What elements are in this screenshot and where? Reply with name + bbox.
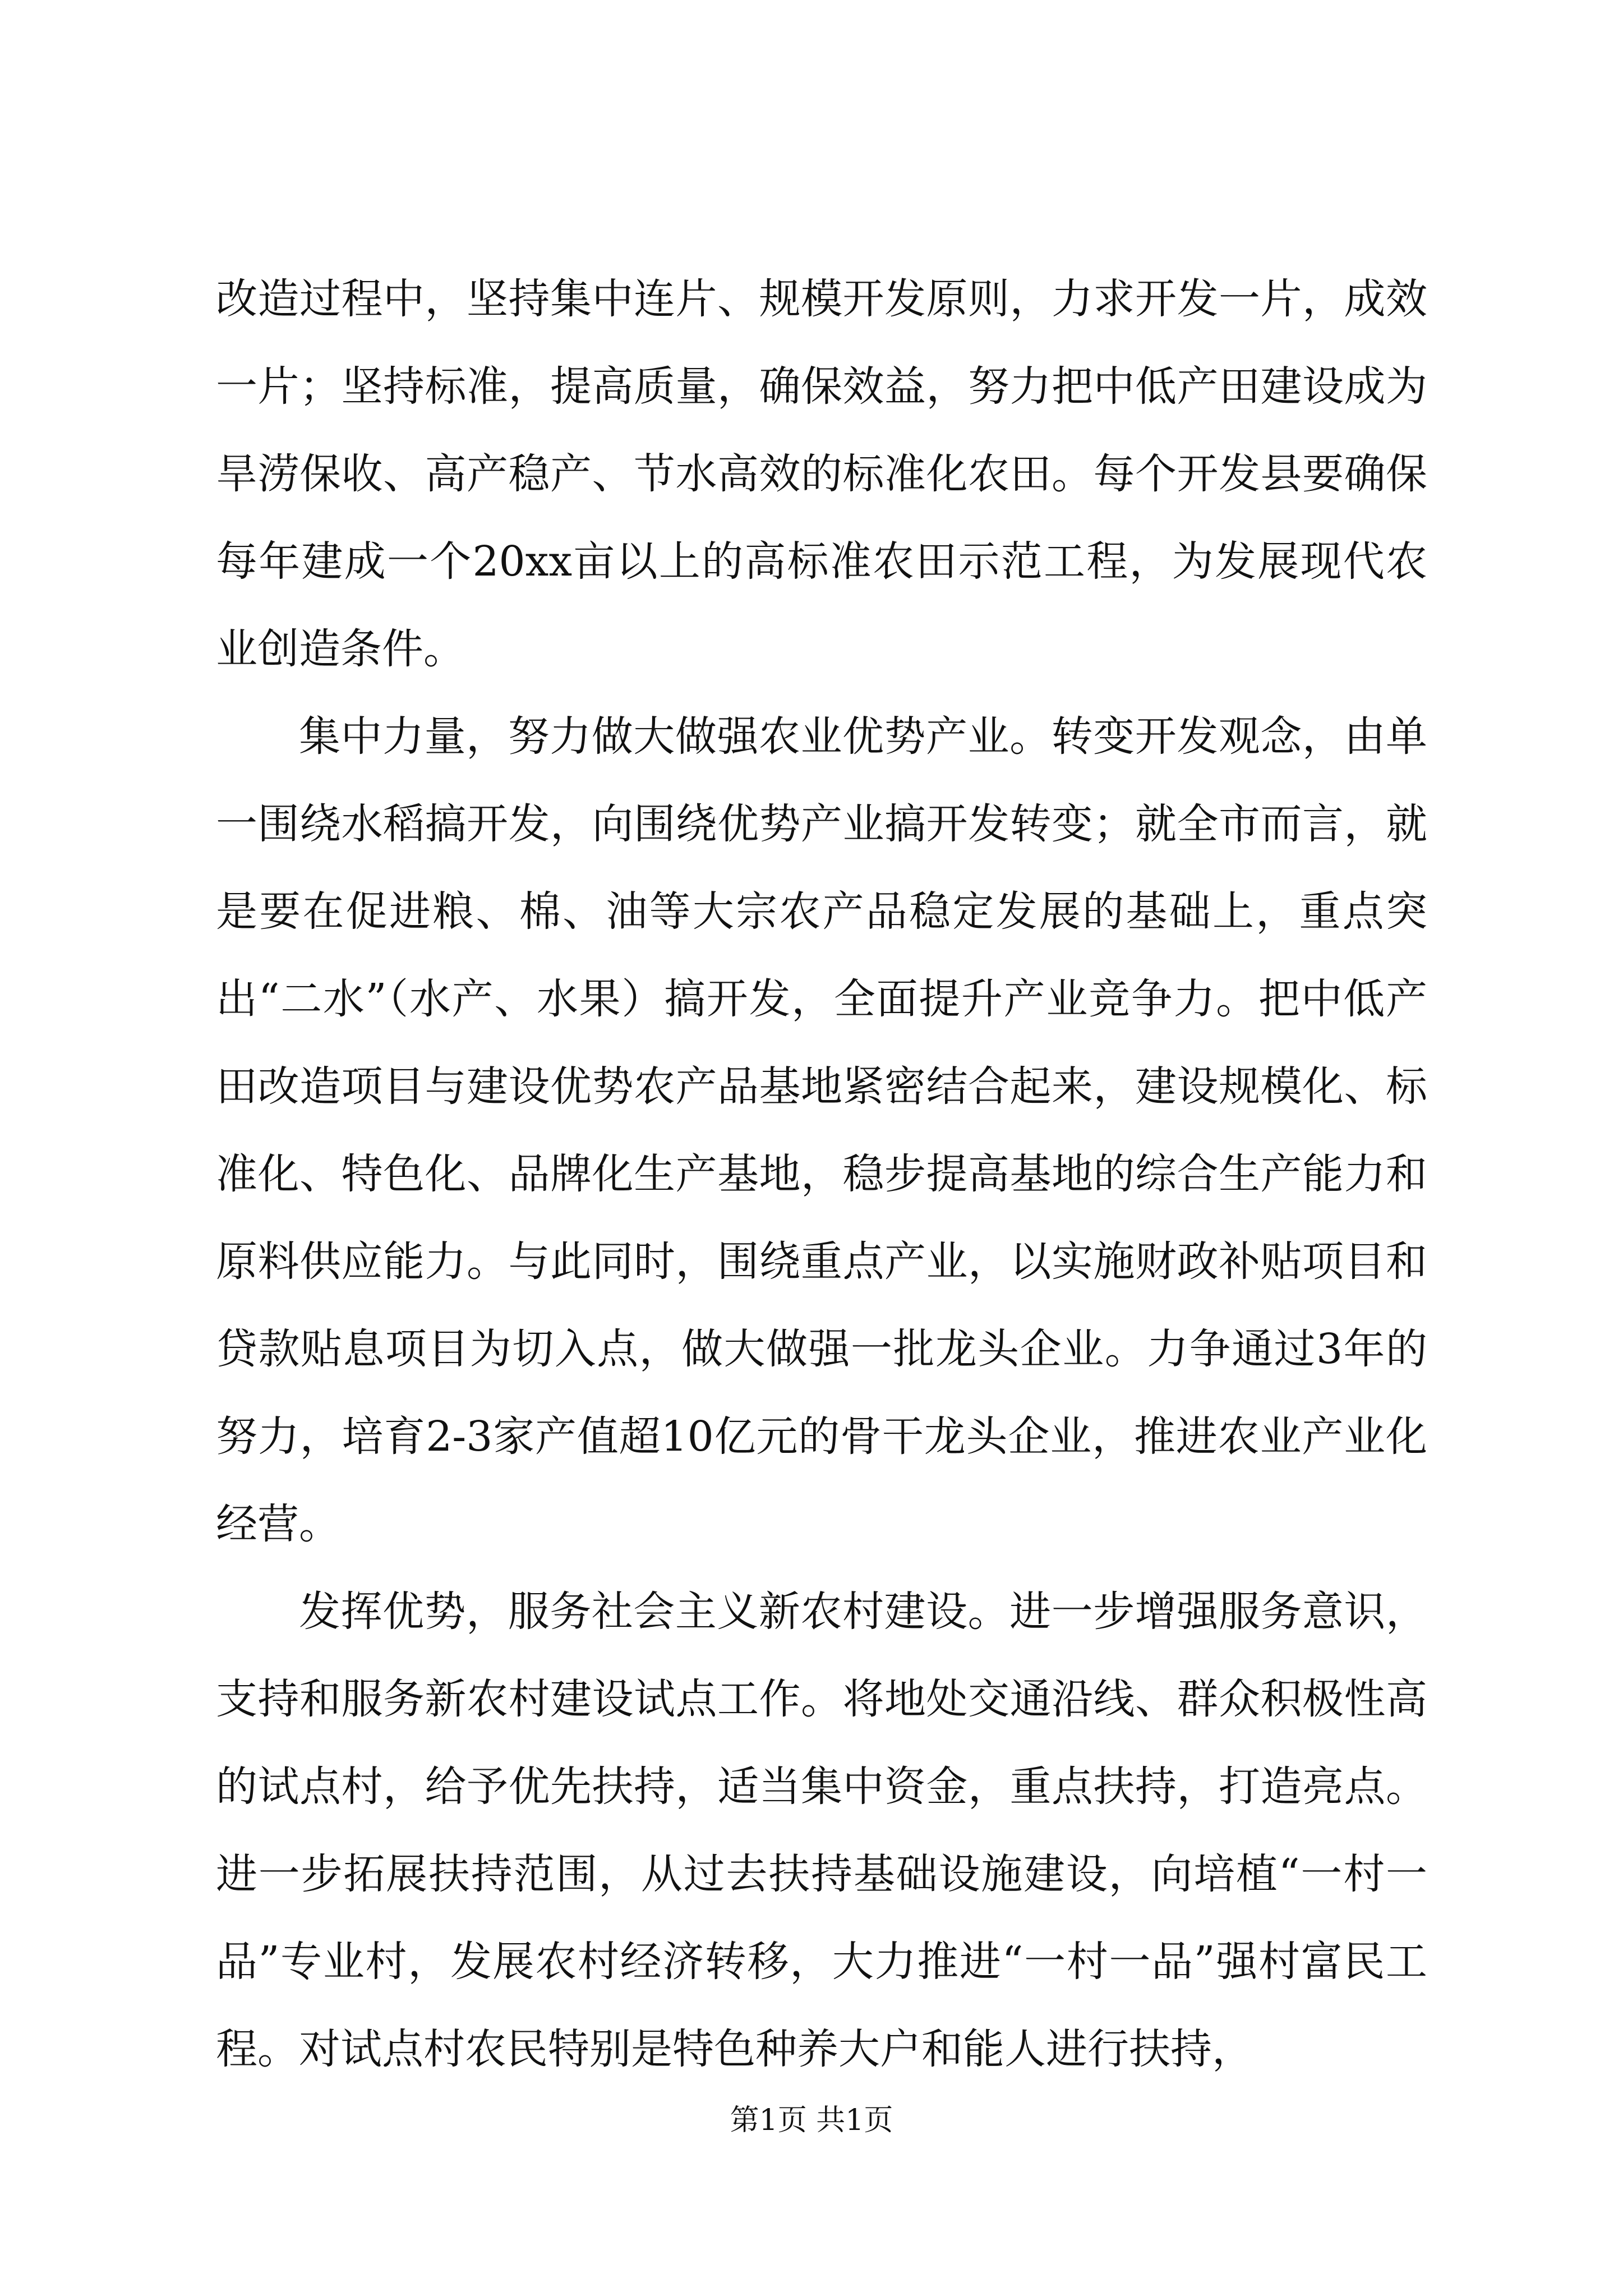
paragraph-new-countryside: 发挥优势，服务社会主义新农村建设。进一步增强服务意识，支持和服务新农村建设试点工作。将地处交通沿线、群众积极性高的试点村，给予优先扶持，适当集中资金，重点扶持，打造亮点。进一步拓展扶持范围，从过去扶持基础设施建设，向培植“一村一品”专业村，发展农村经济转移，大力推进“一村一品”强村富民工程。对试点村农民特别是特色种养大户和能人进行扶持， [216,1588,1427,2073]
document-body [216,255,1427,2093]
paragraph-continuation: 改造过程中，坚持集中连片、规模开发原则，力求开发一片，成效一片；坚持标准，提高质量，确保效益，努力把中低产田建设成为旱涝保收、高产稳产、节水高效的标准化农田。每个开发县要确保每年建成一个20xx亩以上的高标准农田示范工程，为发展现代农业创造条件。 [216,275,1427,673]
page-footer: 第1页 共1页 [730,2104,893,2137]
paragraph-agricultural-industry: 集中力量，努力做大做强农业优势产业。转变开发观念，由单一围绕水稻搞开发，向围绕优势产业搞开发转变；就全市而言，就是要在促进粮、棉、油等大宗农产品稳定发展的基础上，重点突出“二水”（水产、水果）搞开发，全面提升产业竞争力。把中低产田改造项目与建设优势农产品基地紧密结合起来，建设规模化、标准化、特色化、品牌化生产基地，稳步提高基地的综合生产能力和原料供应能力。与此同时，围绕重点产业，以实施财政补贴项目和贷款贴息项目为切入点，做大做强一批龙头企业。力争通过3年的努力，培育2-3家产值超10亿元的骨干龙头企业，推进农业产业化经营。 [216,712,1427,1548]
